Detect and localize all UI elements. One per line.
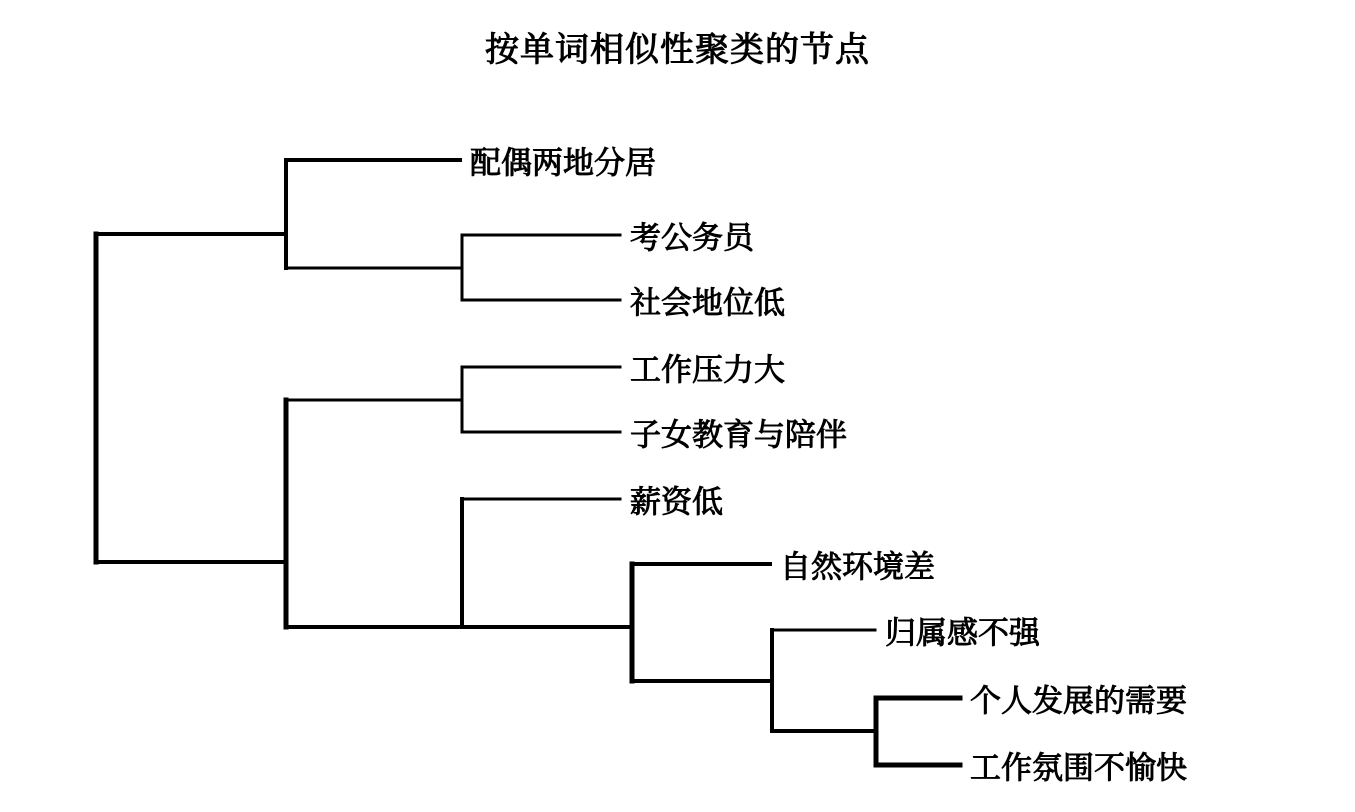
leaf-label-0: 配偶两地分居 bbox=[470, 145, 656, 181]
dendrogram-connectors bbox=[96, 160, 960, 765]
leaf-label-7: 归属感不强 bbox=[885, 615, 1040, 651]
leaf-label-5: 薪资低 bbox=[630, 484, 723, 520]
page-title: 按单词相似性聚类的节点 bbox=[485, 32, 870, 69]
leaf-label-2: 社会地位低 bbox=[630, 285, 785, 321]
leaf-label-3: 工作压力大 bbox=[630, 352, 785, 388]
leaf-label-1: 考公务员 bbox=[630, 220, 754, 256]
dendrogram-links bbox=[96, 160, 876, 765]
leaf-label-9: 工作氛围不愉快 bbox=[970, 750, 1187, 786]
leaf-label-6: 自然环境差 bbox=[780, 549, 935, 585]
leaf-label-8: 个人发展的需要 bbox=[970, 683, 1187, 719]
leaf-label-4: 子女教育与陪伴 bbox=[630, 417, 847, 453]
